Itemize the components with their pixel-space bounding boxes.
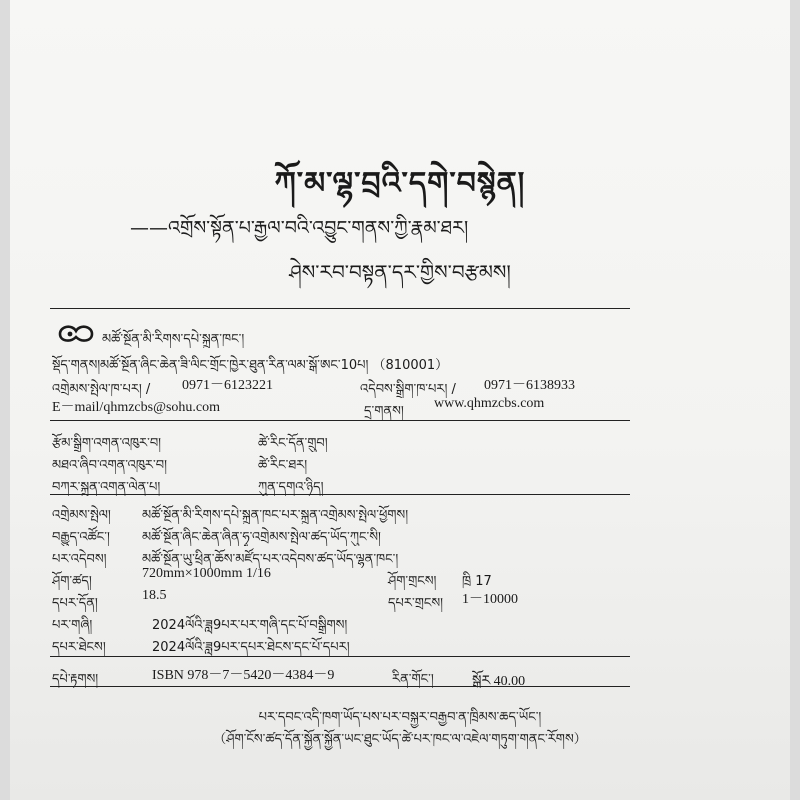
print-sheets-value: 18.5	[142, 588, 167, 603]
address-row	[52, 350, 632, 374]
distribution-row	[52, 500, 632, 524]
distribution-label: འགྲེམས་སྤེལ།	[52, 508, 111, 523]
copyright-page	[10, 0, 790, 800]
book-title: ཀོ་མ་ལྷ་བྲའི་དགེ་བསྙེན།	[274, 166, 526, 201]
seller-label: བརྒྱུད་འཚོང་།	[52, 530, 110, 545]
print-run-label: དཔར་གྲངས།	[388, 596, 444, 611]
impression-row	[52, 632, 632, 656]
editor-value: ཚེ་རིང་དོན་གྲུབ།	[258, 436, 328, 451]
editor-row	[52, 428, 632, 452]
print-run-value: 1－10000	[462, 592, 518, 607]
print-value: མཚོ་སྔོན་ཡུ་ཕྲིན་ཆོས་མཛོད་པར་འདེབས་ཚད་ཡོད་ལྷན་ཁང་།	[142, 552, 399, 567]
format-label: ཤོག་ཚད།	[52, 574, 92, 589]
quality-notice: （ཤོག་ངོས་ཚད་དོན་སྐྱོན་སྐྱོན་ཡང་ཐུང་ཡོད་ཚེ་པར་ཁང་ལ་འཇེལ་གཏུག་གནང་རོགས）	[213, 732, 587, 747]
divider-1	[50, 420, 630, 421]
divider-bottom	[50, 686, 630, 687]
book-author: ཤེས་རབ་བསྟན་དར་གྱིས་བརྩམས།	[289, 260, 511, 284]
format-row	[52, 566, 632, 590]
editor-phone-value: 0971－6138933	[484, 378, 575, 393]
address-value: མཚོ་སྔོན་ཞིང་ཆེན་ཟི་ལིང་གྲོང་ཁྱེར་ཐུན་རིན་ལམ་སྒོ་ཨང་10པ། （810001）	[100, 358, 449, 373]
phone-row	[52, 374, 632, 398]
editor-phone-label: འདེབས་སྒྲིག་ཁ་པར། /	[360, 382, 456, 397]
email-web-row	[52, 396, 632, 420]
sales-phone-label: འགྲེམས་སྤེལ་ཁ་པར། /	[52, 382, 151, 397]
print-label: པར་འདེབས།	[52, 552, 107, 567]
edition-row	[52, 610, 632, 634]
isbn-label: དཔེ་རྟགས།	[52, 672, 99, 687]
publisher-name-row	[102, 324, 682, 348]
isbn-value: ISBN 978－7－5420－4384－9	[152, 668, 335, 683]
web-label: དྲ་གནས།	[364, 404, 404, 419]
reviewer-value: ཚེ་རིང་ཐར།	[258, 458, 308, 473]
isbn-row	[52, 664, 632, 688]
divider-2	[50, 494, 630, 495]
editor-label: རྩོམ་སྒྲིག་འགན་འཁུར་བ།	[52, 436, 162, 451]
edition-label: པར་གཞི།	[52, 618, 93, 633]
printer-resp-row	[52, 472, 632, 496]
format-value: 720mm×1000mm 1/16	[142, 566, 271, 581]
copyright-notice: པར་དབང་འདི་ཁག་ཡོད་པས་པར་བསྐྱར་བརྒྱབ་ན་ཁྲིམས་ཆད་ཡོང་།	[258, 710, 542, 725]
price-label: རིན་གོང་།	[392, 672, 434, 687]
book-subtitle: ——འགྲོས་སྟོན་པ་རྒྱལ་བའི་འབྱུང་གནས་ཀྱི་རྣམ་ཐར།	[130, 217, 469, 239]
divider-3	[50, 656, 630, 657]
seller-row	[52, 522, 632, 546]
publisher-name: མཚོ་སྔོན་མི་རིགས་དཔེ་སྐྲུན་ཁང་།	[102, 332, 245, 347]
sheets-label: ཤོག་གྲངས།	[388, 574, 437, 589]
sheets-value: ཁྲི 17	[462, 574, 492, 589]
distribution-value: མཚོ་སྔོན་མི་རིགས་དཔེ་སྐྲུན་ཁང་པར་སྐྲུན་འགྲེམས་སྤེལ་ཕྱོགས།	[142, 508, 409, 523]
reviewer-row	[52, 450, 632, 474]
impression-value: 2024ལོའི་ཟླ9པར་དཔར་ཐེངས་དང་པོ་དཔར།	[152, 640, 350, 655]
print-sheets-label: དཔར་དོན།	[52, 596, 98, 611]
email-value[interactable]: E－mail/qhmzcbs@sohu.com	[52, 400, 221, 415]
printer-resp-value: ཀུན་དགའ་ཉིད།	[258, 480, 324, 495]
price-value: སྒོར 40.00	[472, 674, 526, 688]
web-value[interactable]: www.qhmzcbs.com	[434, 396, 545, 411]
impression-label: དཔར་ཐེངས།	[52, 640, 106, 655]
reviewer-label: མཐའ་ཞིབ་འགན་འཁུར་བ།	[52, 458, 167, 473]
print-sheets-row	[52, 588, 632, 612]
edition-value: 2024ལོའི་ཟླ9པར་པར་གཞི་དང་པོ་བསྒྲིགས།	[152, 618, 348, 633]
sales-phone-value: 0971－6123221	[182, 378, 273, 393]
printer-resp-label: བཀར་སྐྲུན་འགན་ལེན་པ།	[52, 480, 161, 495]
seller-value: མཚོ་སྔོན་ཞིང་ཆེན་ཞིན་ཧྭ་འགྲེམས་སྤེལ་ཚད་ཡོད་ཀུང་སི།	[142, 530, 381, 545]
print-row	[52, 544, 632, 568]
address-label: སྡོད་གནས།	[52, 358, 101, 373]
divider-top	[50, 308, 630, 309]
publisher-logo-icon	[56, 322, 96, 344]
